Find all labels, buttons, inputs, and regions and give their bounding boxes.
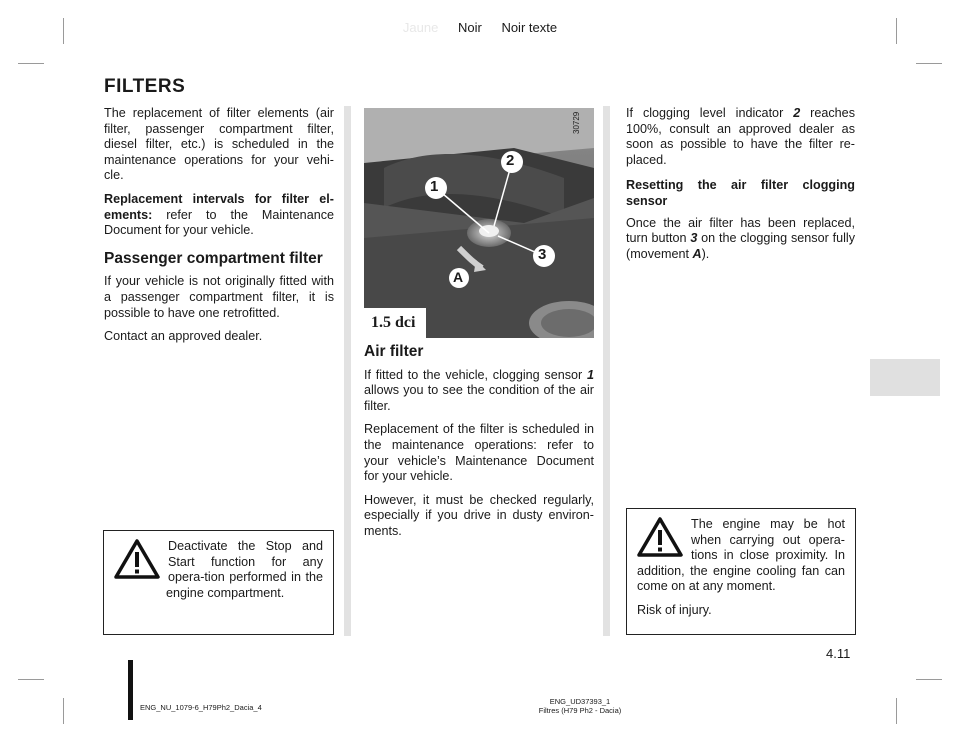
ref-number: 1 (586, 367, 594, 382)
intervals-paragraph (104, 192, 334, 239)
header-jaune: Jaune (402, 20, 439, 35)
ref-number: 3 (690, 231, 698, 246)
color-separation-header (0, 20, 960, 35)
stop-start-warning-text: Deactivate the Stop and Start function for any opera-tion performed in the engine compartment. (166, 539, 323, 600)
footer-left-code: ENG_NU_1079-6_H79Ph2_Dacia_4 (140, 703, 262, 712)
photo-label-2: 2 (506, 152, 515, 169)
warning-triangle-icon (114, 539, 160, 579)
intervals-text: refer to the Maintenance Document for your vehicle. (104, 207, 334, 238)
crop-mark (63, 698, 64, 724)
text: allows you to see the condition of the air filter. (364, 383, 594, 413)
warning-box-stop-start (103, 530, 334, 635)
indicator-paragraph (626, 106, 855, 168)
photo-label-a: A (453, 269, 464, 285)
dusty-paragraph: However, it must be checked regularly, especially if you drive in dusty environ-ments. (364, 492, 594, 538)
header-noir-texte: Noir texte (501, 20, 558, 35)
photo-code: 30729 (572, 111, 581, 134)
text: If fitted to the vehicle, clogging sensor (364, 367, 587, 382)
column-separator (603, 106, 610, 636)
intro-paragraph: The replacement of filter elements (air filter, passenger compartment filter, diesel filter, etc.) is scheduled in the maintenance operations for your vehi-cle. (104, 106, 334, 183)
page-number: 4.11 (826, 646, 851, 661)
text: on the clogging sensor fully (movement (626, 231, 855, 261)
photo-label-1: 1 (430, 178, 439, 195)
footer-doc-title: Filtres (H79 Ph2 - Dacia) (538, 706, 622, 715)
crop-mark (18, 679, 44, 680)
warning-box-engine-hot (626, 508, 856, 635)
footer-bar (128, 660, 133, 720)
engine-hot-warning-text: The engine may be hot when carrying out opera-tions in close proximity. In addition, the engine cooling fan can come on at any moment. (637, 517, 845, 594)
contact-dealer-paragraph: Contact an approved dealer. (104, 329, 263, 344)
crop-mark (916, 63, 942, 64)
footer-doc-code: ENG_UD37393_1 (549, 697, 611, 706)
air-filter-heading: Air filter (364, 343, 424, 360)
engine-photo (364, 108, 594, 338)
column-separator (344, 106, 351, 636)
header-noir: Noir (457, 20, 482, 35)
left-column (104, 106, 334, 353)
text: If clogging level indicator (626, 106, 794, 120)
passenger-filter-paragraph: If your vehicle is not originally fitted with a passenger compartment filter, it is possible to have one retrofitted. (104, 274, 334, 320)
engine-type-label: 1.5 dci (371, 314, 416, 331)
section-thumb-tab (870, 359, 940, 396)
right-column (626, 106, 855, 270)
crop-mark (916, 679, 942, 680)
passenger-filter-heading: Passenger compartment filter (104, 249, 323, 267)
replacement-paragraph: Replacement of the filter is scheduled in the maintenance operations: refer to your vehicle’s Maintenance Document for your vehicle. (364, 422, 594, 484)
middle-column (364, 332, 594, 548)
page-title: FILTERS (104, 76, 186, 97)
crop-mark (18, 63, 44, 64)
photo-label-3: 3 (538, 246, 547, 263)
ref-number: 2 (793, 106, 801, 120)
text: reaches 100%, consult an approved dealer as soon as possible to have the filter re-placed. (626, 106, 855, 167)
movement-label: A (692, 246, 702, 261)
text: ). (701, 246, 710, 261)
text: Once the air filter has been replaced, turn button (626, 215, 855, 246)
footer-right-code (520, 697, 640, 715)
risk-of-injury-text: Risk of injury. (637, 602, 712, 617)
reset-paragraph (626, 216, 855, 263)
intervals-label: Replacement intervals for filter el-ements: (104, 191, 334, 222)
clogging-sensor-paragraph (364, 368, 594, 415)
warning-triangle-icon (637, 517, 683, 557)
crop-mark (896, 698, 897, 724)
reset-heading: Resetting the air filter clogging sensor (626, 178, 855, 208)
